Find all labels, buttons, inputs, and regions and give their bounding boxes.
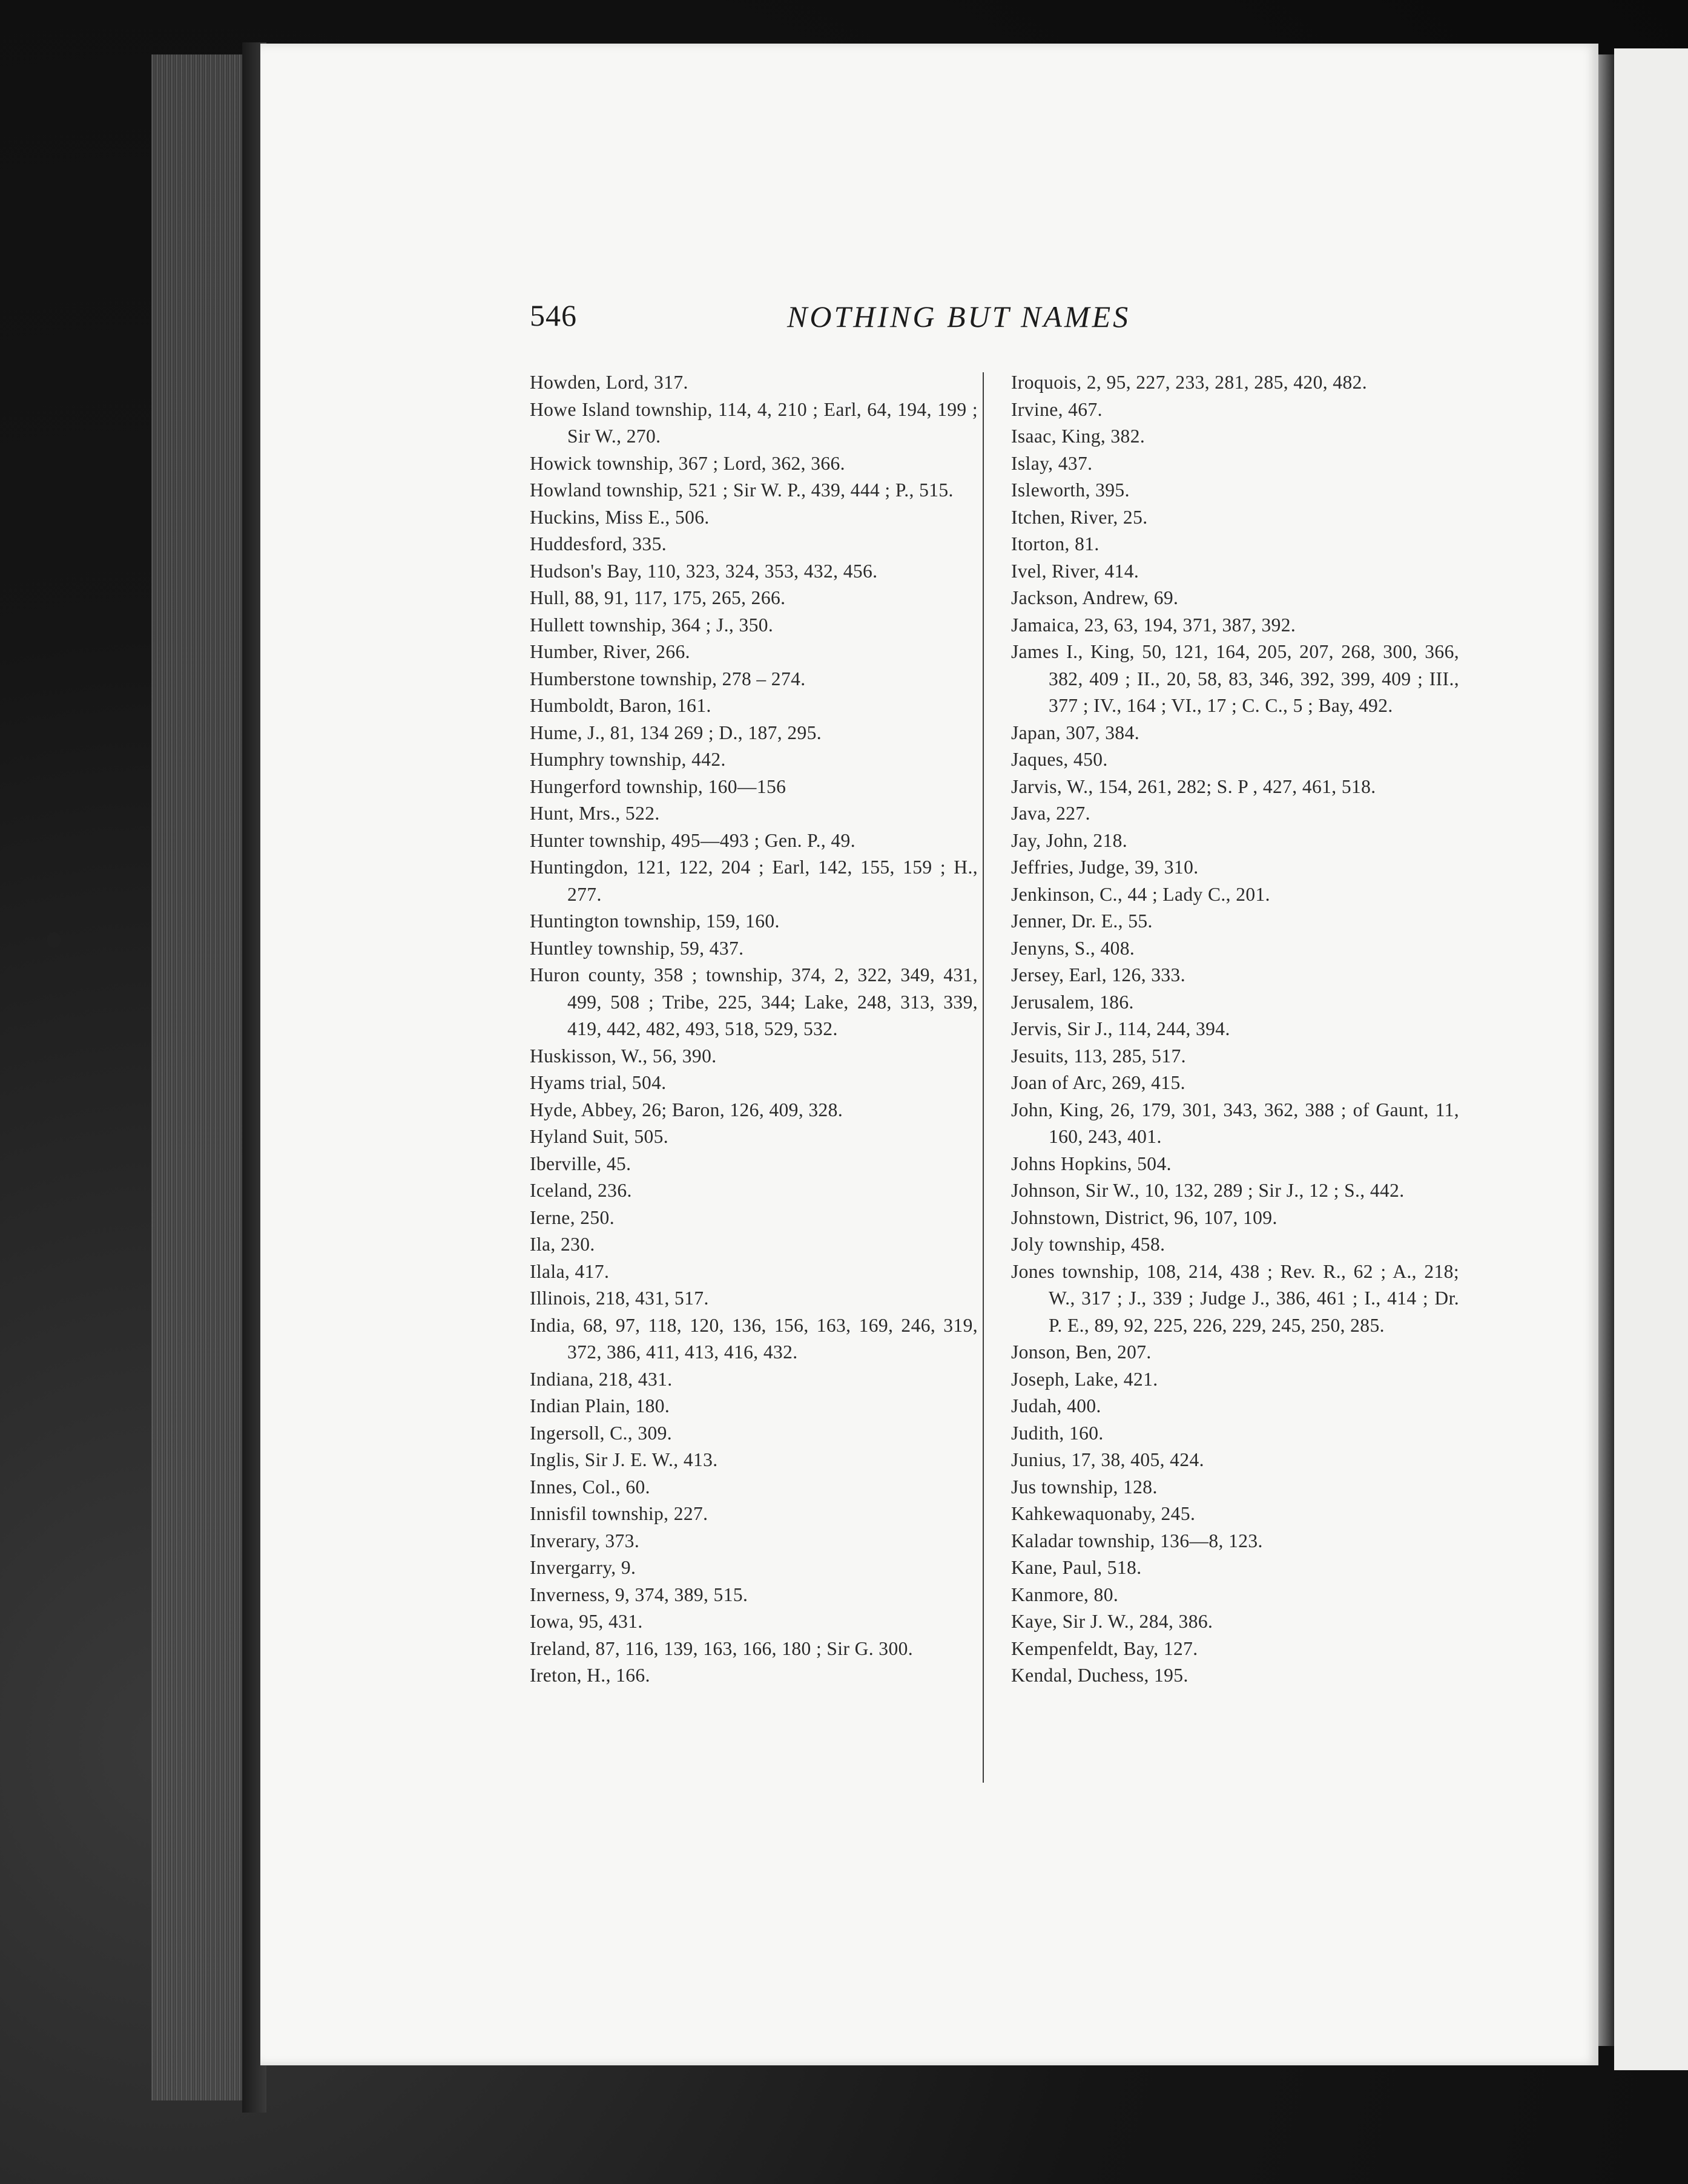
index-entry: Hyams trial, 504.: [530, 1072, 667, 1093]
index-entry: Inverary, 373.: [530, 1530, 640, 1551]
index-entry: John, King, 26, 179, 301, 343, 362, 388 ; of Gaunt, 11, 160, 243, 401.: [1011, 1099, 1459, 1147]
index-entry: Jackson, Andrew, 69.: [1011, 587, 1179, 608]
index-entry: Johnson, Sir W., 10, 132, 289 ; Sir J., 12 ; S., 442.: [1011, 1180, 1405, 1201]
index-entry: Iowa, 95, 431.: [530, 1611, 643, 1632]
index-entry: Joly township, 458.: [1011, 1234, 1165, 1255]
index-entry: Illinois, 218, 431, 517.: [530, 1288, 709, 1309]
index-entry: Invergarry, 9.: [530, 1557, 636, 1578]
index-entry: Huntley township, 59, 437.: [530, 937, 744, 959]
index-entry: Hume, J., 81, 134 269 ; D., 187, 295.: [530, 722, 822, 743]
index-entry: Hunt, Mrs., 522.: [530, 803, 660, 824]
index-entry: Huntington township, 159, 160.: [530, 910, 780, 932]
index-entry: Junius, 17, 38, 405, 424.: [1011, 1449, 1204, 1470]
index-entry: Jamaica, 23, 63, 194, 371, 387, 392.: [1011, 614, 1296, 636]
index-entry: Ilala, 417.: [530, 1260, 610, 1282]
index-entry: India, 68, 97, 118, 120, 136, 156, 163, 169, 246, 319, 372, 386, 411, 413, 416, 432.: [530, 1314, 978, 1363]
index-entry: Itorton, 81.: [1011, 533, 1100, 554]
index-entry: Jenyns, S., 408.: [1011, 937, 1135, 959]
index-entry: Kane, Paul, 518.: [1011, 1557, 1142, 1578]
index-entry: Hudson's Bay, 110, 323, 324, 353, 432, 456.: [530, 560, 878, 582]
index-entry: Hull, 88, 91, 117, 175, 265, 266.: [530, 587, 786, 608]
index-entry: Ireland, 87, 116, 139, 163, 166, 180 ; Sir G. 300.: [530, 1637, 914, 1659]
index-entry: Indian Plain, 180.: [530, 1395, 670, 1416]
index-entry: Iroquois, 2, 95, 227, 233, 281, 285, 420, 482.: [1011, 372, 1368, 393]
running-title: NOTHING BUT NAMES: [787, 300, 1131, 334]
index-entry: Jeffries, Judge, 39, 310.: [1011, 857, 1199, 878]
index-entry: Huron county, 358 ; township, 374, 2, 322, 349, 431, 499, 508 ; Tribe, 225, 344; Lake, 248, 313, 339, 419, 442, 482, 493, 518, 529, 532.: [530, 964, 978, 1039]
index-entry: Iceland, 236.: [530, 1180, 632, 1201]
index-entry: Humber, River, 266.: [530, 641, 690, 662]
index-entry: Kaye, Sir J. W., 284, 386.: [1011, 1611, 1213, 1632]
index-entry: Humboldt, Baron, 161.: [530, 695, 711, 716]
index-entry: Humberstone township, 278 – 274.: [530, 668, 806, 689]
index-entry: Isleworth, 395.: [1011, 479, 1130, 501]
index-entry: Howe Island township, 114, 4, 210 ; Earl, 64, 194, 199 ; Sir W., 270.: [530, 398, 978, 447]
index-entry: Kendal, Duchess, 195.: [1011, 1665, 1189, 1686]
index-entry: Jervis, Sir J., 114, 244, 394.: [1011, 1018, 1230, 1039]
index-entry: Hullett township, 364 ; J., 350.: [530, 614, 774, 636]
scan-speck: [47, 932, 61, 948]
index-entry: Jerusalem, 186.: [1011, 991, 1134, 1013]
index-entry: Innisfil township, 227.: [530, 1503, 708, 1524]
index-entry: Isaac, King, 382.: [1011, 426, 1146, 447]
index-entry: Innes, Col., 60.: [530, 1476, 650, 1498]
index-entry: Joseph, Lake, 421.: [1011, 1368, 1158, 1390]
index-entry: Kanmore, 80.: [1011, 1584, 1119, 1605]
index-entry: Humphry township, 442.: [530, 749, 726, 770]
index-entry: Hungerford township, 160—156: [530, 775, 786, 797]
index-entry: Jones township, 108, 214, 438 ; Rev. R., 62 ; A., 218; W., 317 ; J., 339 ; Judge J., 386, 461 ; I., 414 ; Dr. P. E., 89, 92, 225, 226, 229, 245, 250, 285.: [1011, 1260, 1459, 1336]
index-column-left: [530, 369, 978, 1689]
index-entry: Itchen, River, 25.: [1011, 506, 1148, 528]
index-entry: Ierne, 250.: [530, 1206, 615, 1228]
index-entry: Kaladar township, 136—8, 123.: [1011, 1530, 1263, 1551]
index-entry: Jus township, 128.: [1011, 1476, 1158, 1498]
page-gutter-shadow: [1598, 54, 1614, 2046]
index-entry: Indiana, 218, 431.: [530, 1368, 673, 1390]
index-entry: Jay, John, 218.: [1011, 829, 1128, 851]
index-entry: Jonson, Ben, 207.: [1011, 1341, 1152, 1363]
index-entry: Judith, 160.: [1011, 1422, 1104, 1444]
index-entry: Joan of Arc, 269, 415.: [1011, 1072, 1185, 1093]
index-entry: Irvine, 467.: [1011, 398, 1103, 420]
index-entry: Hyde, Abbey, 26; Baron, 126, 409, 328.: [530, 1099, 843, 1120]
index-entry: Judah, 400.: [1011, 1395, 1101, 1416]
index-entry: Hunter township, 495—493 ; Gen. P., 49.: [530, 829, 856, 851]
index-entry: Jersey, Earl, 126, 333.: [1011, 964, 1185, 985]
index-entry: Java, 227.: [1011, 803, 1090, 824]
index-entry: Howden, Lord, 317.: [530, 372, 688, 393]
index-entry: Ireton, H., 166.: [530, 1665, 650, 1686]
index-entry: Kahkewaquonaby, 245.: [1011, 1503, 1196, 1524]
index-entry: Howland township, 521 ; Sir W. P., 439, 444 ; P., 515.: [530, 479, 954, 501]
index-entry: Iberville, 45.: [530, 1153, 631, 1174]
index-entry: Kempenfeldt, Bay, 127.: [1011, 1637, 1198, 1659]
index-entry: Ila, 230.: [530, 1234, 595, 1255]
index-entry: Inglis, Sir J. E. W., 413.: [530, 1449, 718, 1470]
index-entry: Islay, 437.: [1011, 452, 1093, 474]
index-entry: Johns Hopkins, 504.: [1011, 1153, 1172, 1174]
index-entry: Huddesford, 335.: [530, 533, 667, 554]
index-entry: Johnstown, District, 96, 107, 109.: [1011, 1206, 1278, 1228]
index-entry: Jenner, Dr. E., 55.: [1011, 910, 1153, 932]
index-entry: Howick township, 367 ; Lord, 362, 366.: [530, 452, 845, 474]
index-entry: James I., King, 50, 121, 164, 205, 207, 268, 300, 366, 382, 409 ; II., 20, 58, 83, 346, 392, 399, 409 ; III., 377 ; IV., 164 ; VI., 17 ; C. C., 5 ; Bay, 492.: [1011, 641, 1459, 716]
index-entry: Hyland Suit, 505.: [530, 1126, 669, 1147]
page-number: 546: [530, 298, 577, 332]
index-column-right: [1011, 369, 1459, 1689]
index-entry: Inverness, 9, 374, 389, 515.: [530, 1584, 748, 1605]
index-entry: Ingersoll, C., 309.: [530, 1422, 673, 1444]
index-entry: Huckins, Miss E., 506.: [530, 506, 710, 528]
index-entry: Ivel, River, 414.: [1011, 560, 1139, 582]
column-divider: [983, 372, 984, 1783]
index-entry: Huntingdon, 121, 122, 204 ; Earl, 142, 155, 159 ; H., 277.: [530, 857, 978, 905]
index-entry: Jaques, 450.: [1011, 749, 1108, 770]
index-entry: Jesuits, 113, 285, 517.: [1011, 1045, 1186, 1067]
index-entry: Jarvis, W., 154, 261, 282; S. P , 427, 461, 518.: [1011, 775, 1376, 797]
index-entry: Jenkinson, C., 44 ; Lady C., 201.: [1011, 883, 1270, 905]
index-entry: Japan, 307, 384.: [1011, 722, 1139, 743]
index-entry: Huskisson, W., 56, 390.: [530, 1045, 717, 1067]
facing-page-edge: [1614, 48, 1688, 2070]
